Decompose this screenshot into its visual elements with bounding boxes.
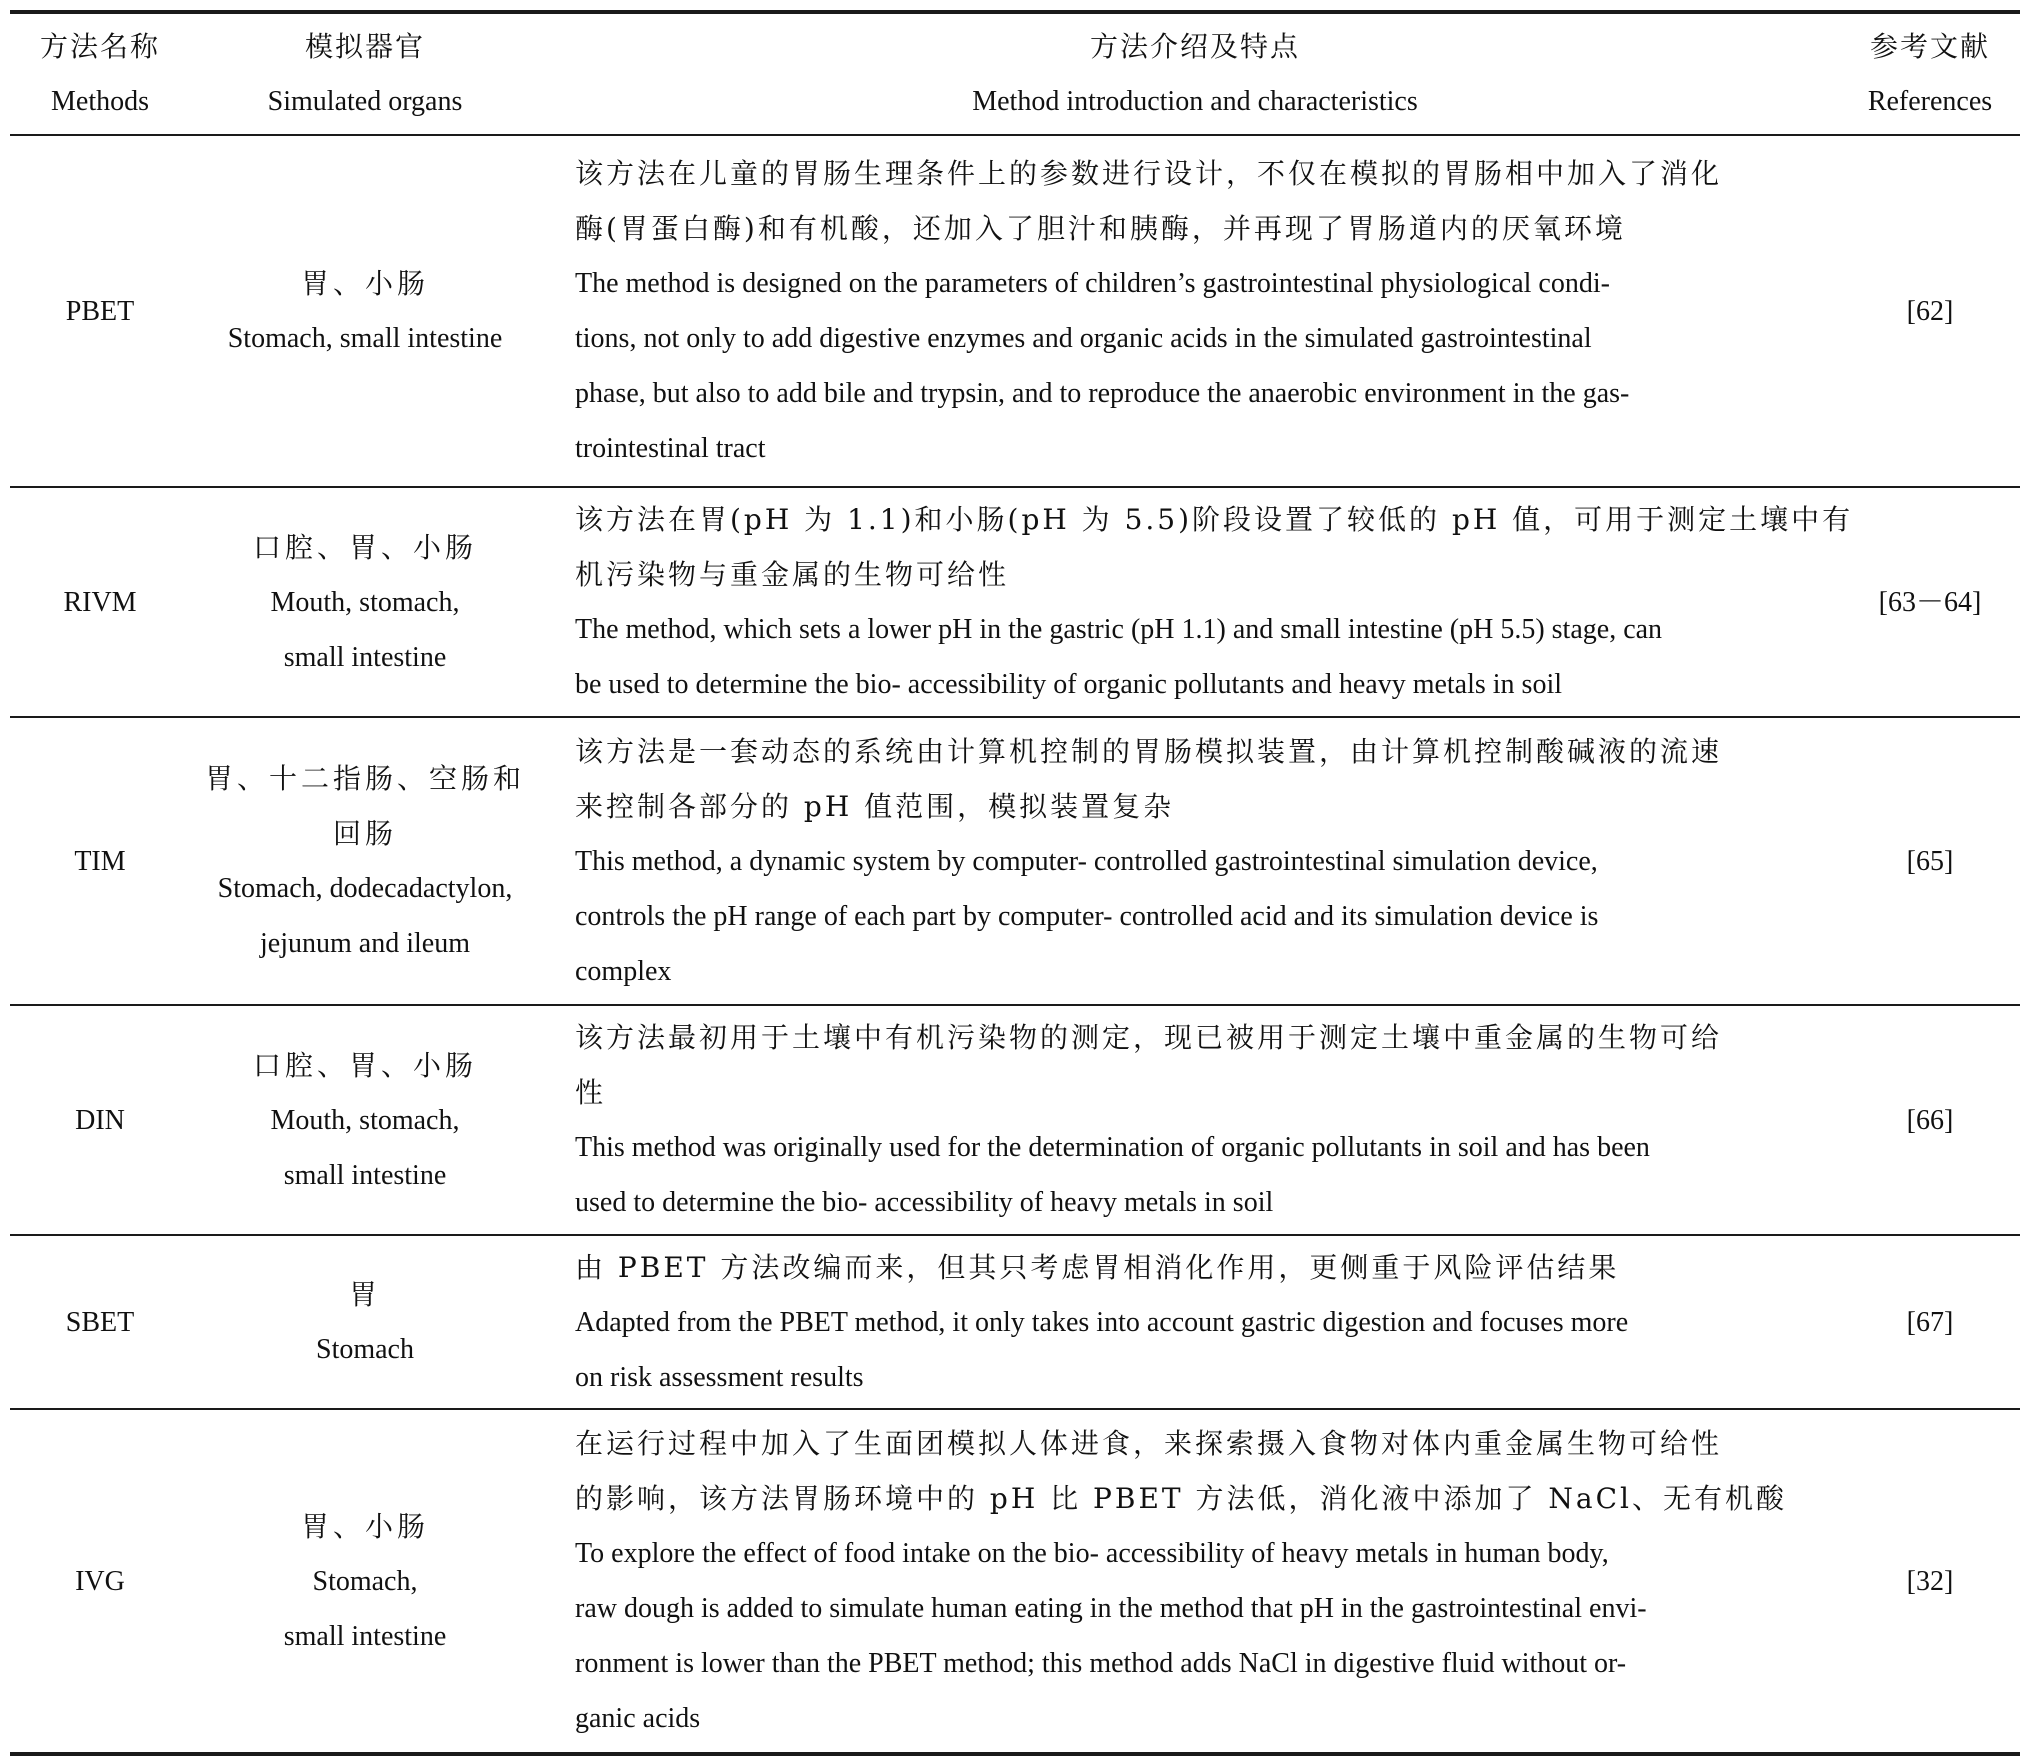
header-methods-en: Methods [51, 86, 149, 117]
description-zh-line: 酶(胃蛋白酶)和有机酸，还加入了胆汁和胰酶，并再现了胃肠道内的厌氧环境 [575, 212, 1626, 245]
method-cell [10, 1236, 190, 1408]
description-zh-line: 的影响，该方法胃肠环境中的 pH 比 PBET 方法低，消化液中添加了 NaCl、无有机酸 [575, 1482, 1787, 1515]
method-cell [10, 488, 190, 716]
reference-cell [1840, 1006, 2020, 1234]
description-zh-line: 该方法最初用于土壤中有机污染物的测定，现已被用于测定土壤中重金属的生物可给 [575, 1021, 1723, 1054]
organs-cell [190, 718, 540, 1004]
description-zh-line: 该方法在胃(pH 为 1.1)和小肠(pH 为 5.5)阶段设置了较低的 pH 值，可用于测定土壤中有 [575, 503, 1854, 536]
description-cell [575, 718, 1815, 1004]
description-cell [575, 1236, 1815, 1408]
table-row [10, 1006, 2020, 1234]
reference-cell [1840, 1236, 2020, 1408]
table-row [10, 1410, 2020, 1752]
table-row [10, 136, 2020, 486]
description-zh-line: 性 [575, 1076, 607, 1109]
reference-cell [1840, 718, 2020, 1004]
description-en-line: trointestinal tract [575, 433, 766, 464]
header-organs-zh: 模拟器官 [304, 30, 425, 63]
description-zh-line: 在运行过程中加入了生面团模拟人体进食，来探索摄入食物对体内重金属生物可给性 [575, 1427, 1723, 1460]
header-organs [190, 14, 540, 134]
description-en-line: be used to determine the bio- accessibility of organic pollutants and heavy metals in soil [575, 669, 1563, 700]
description-zh-line: 由 PBET 方法改编而来，但其只考虑胃相消化作用，更侧重于风险评估结果 [575, 1250, 1620, 1284]
header-methods-zh: 方法名称 [39, 30, 160, 63]
reference: [66] [1906, 1104, 1954, 1136]
organs-en-line: jejunum and ileum [260, 928, 470, 959]
organs-cell [190, 1410, 540, 1752]
organs-en-line: Stomach, small intestine [227, 323, 503, 354]
organs-zh: 口腔、胃、小肠 [252, 530, 477, 564]
organs-en-line: Stomach, [312, 1565, 418, 1597]
method-name: PBET [65, 295, 135, 327]
table-row [10, 1236, 2020, 1408]
description-cell [575, 1410, 1815, 1752]
organs-zh: 胃、小肠 [300, 267, 429, 300]
description-en-line: To explore the effect of food intake on the bio- accessibility of heavy metals in human body, [575, 1538, 1609, 1569]
organs-zh: 胃、十二指肠、空肠和回肠 [204, 762, 525, 850]
organs-en-line: Stomach [316, 1334, 414, 1365]
organs-en-line: Stomach, dodecadactylon, [217, 873, 513, 904]
method-name: IVG [75, 1565, 125, 1597]
reference: [65] [1906, 845, 1954, 877]
description-zh-line: 该方法在儿童的胃肠生理条件上的参数进行设计，不仅在模拟的胃肠相中加入了消化 [575, 157, 1723, 190]
reference-cell [1840, 488, 2020, 716]
table-row [10, 718, 2020, 1004]
method-cell [10, 1006, 190, 1234]
description-cell [575, 1006, 1815, 1234]
table-row [10, 488, 2020, 716]
table-header [10, 14, 2020, 134]
organs-cell [190, 1236, 540, 1408]
description-en-line: controls the pH range of each part by computer- controlled acid and its simulation device is [575, 900, 1599, 932]
description-en-line: This method, a dynamic system by computer- controlled gastrointestinal simulation device, [575, 845, 1598, 877]
description-zh-line: 该方法是一套动态的系统由计算机控制的胃肠模拟装置，由计算机控制酸碱液的流速 [575, 734, 1723, 768]
description-en-line: ganic acids [575, 1703, 701, 1734]
reference: [63－64] [1878, 586, 1982, 618]
organs-zh: 胃 [348, 1278, 381, 1311]
reference: [67] [1906, 1306, 1954, 1338]
header-methods [10, 14, 190, 134]
description-en-line: This method was originally used for the determination of organic pollutants in soil and has been [575, 1132, 1650, 1163]
method-name: SBET [65, 1306, 135, 1338]
reference: [62] [1906, 295, 1954, 327]
header-refs-zh: 参考文献 [1869, 30, 1990, 63]
header-refs [1840, 14, 2020, 134]
organs-zh: 口腔、胃、小肠 [252, 1048, 477, 1082]
reference-cell [1840, 136, 2020, 486]
description-en-line: phase, but also to add bile and trypsin, and to reproduce the anaerobic environment in the gas- [575, 378, 1630, 409]
header-intro-en: Method introduction and characteristics [972, 86, 1418, 117]
organs-en-line: small intestine [283, 641, 447, 673]
description-en-line: The method, which sets a lower pH in the gastric (pH 1.1) and small intestine (pH 5.5) stage, can [575, 614, 1663, 645]
bottom-rule [10, 1752, 2020, 1756]
organs-cell [190, 1006, 540, 1234]
method-cell [10, 136, 190, 486]
description-en-line: Adapted from the PBET method, it only takes into account gastric digestion and focuses more [575, 1306, 1629, 1338]
method-cell [10, 718, 190, 1004]
organs-en-line: Mouth, stomach, [270, 586, 460, 618]
header-refs-en: References [1867, 86, 1993, 117]
description-en-line: raw dough is added to simulate human eating in the method that pH in the gastrointestinal envi- [575, 1593, 1647, 1624]
description-en-line: ronment is lower than the PBET method; this method adds NaCl in digestive fluid without or- [575, 1648, 1627, 1679]
description-zh-line: 来控制各部分的 pH 值范围，模拟装置复杂 [575, 789, 1175, 823]
description-en-line: tions, not only to add digestive enzymes and organic acids in the simulated gastrointestinal [575, 323, 1592, 354]
organs-zh: 胃、小肠 [300, 1509, 429, 1543]
organs-en-line: Mouth, stomach, [270, 1104, 460, 1136]
description-zh-line: 机污染物与重金属的生物可给性 [575, 558, 1010, 591]
description-cell [575, 136, 1815, 486]
method-name: DIN [75, 1104, 125, 1136]
header-intro [575, 14, 1815, 134]
method-name: TIM [74, 845, 126, 877]
organs-cell [190, 488, 540, 716]
header-intro-zh: 方法介绍及特点 [1089, 30, 1300, 63]
description-en-line: on risk assessment results [575, 1361, 864, 1393]
organs-en-line: small intestine [283, 1620, 447, 1652]
description-en-line: The method is designed on the parameters of children’s gastrointestinal physiological condi- [575, 268, 1610, 299]
organs-cell [190, 136, 540, 486]
description-en-line: complex [575, 955, 672, 987]
reference-cell [1840, 1410, 2020, 1752]
description-cell [575, 488, 1854, 716]
organs-en-line: small intestine [283, 1159, 447, 1191]
method-name: RIVM [63, 586, 137, 618]
header-organs-en: Simulated organs [267, 86, 463, 117]
method-cell [10, 1410, 190, 1752]
reference: [32] [1906, 1565, 1954, 1597]
description-en-line: used to determine the bio- accessibility of heavy metals in soil [575, 1187, 1274, 1218]
